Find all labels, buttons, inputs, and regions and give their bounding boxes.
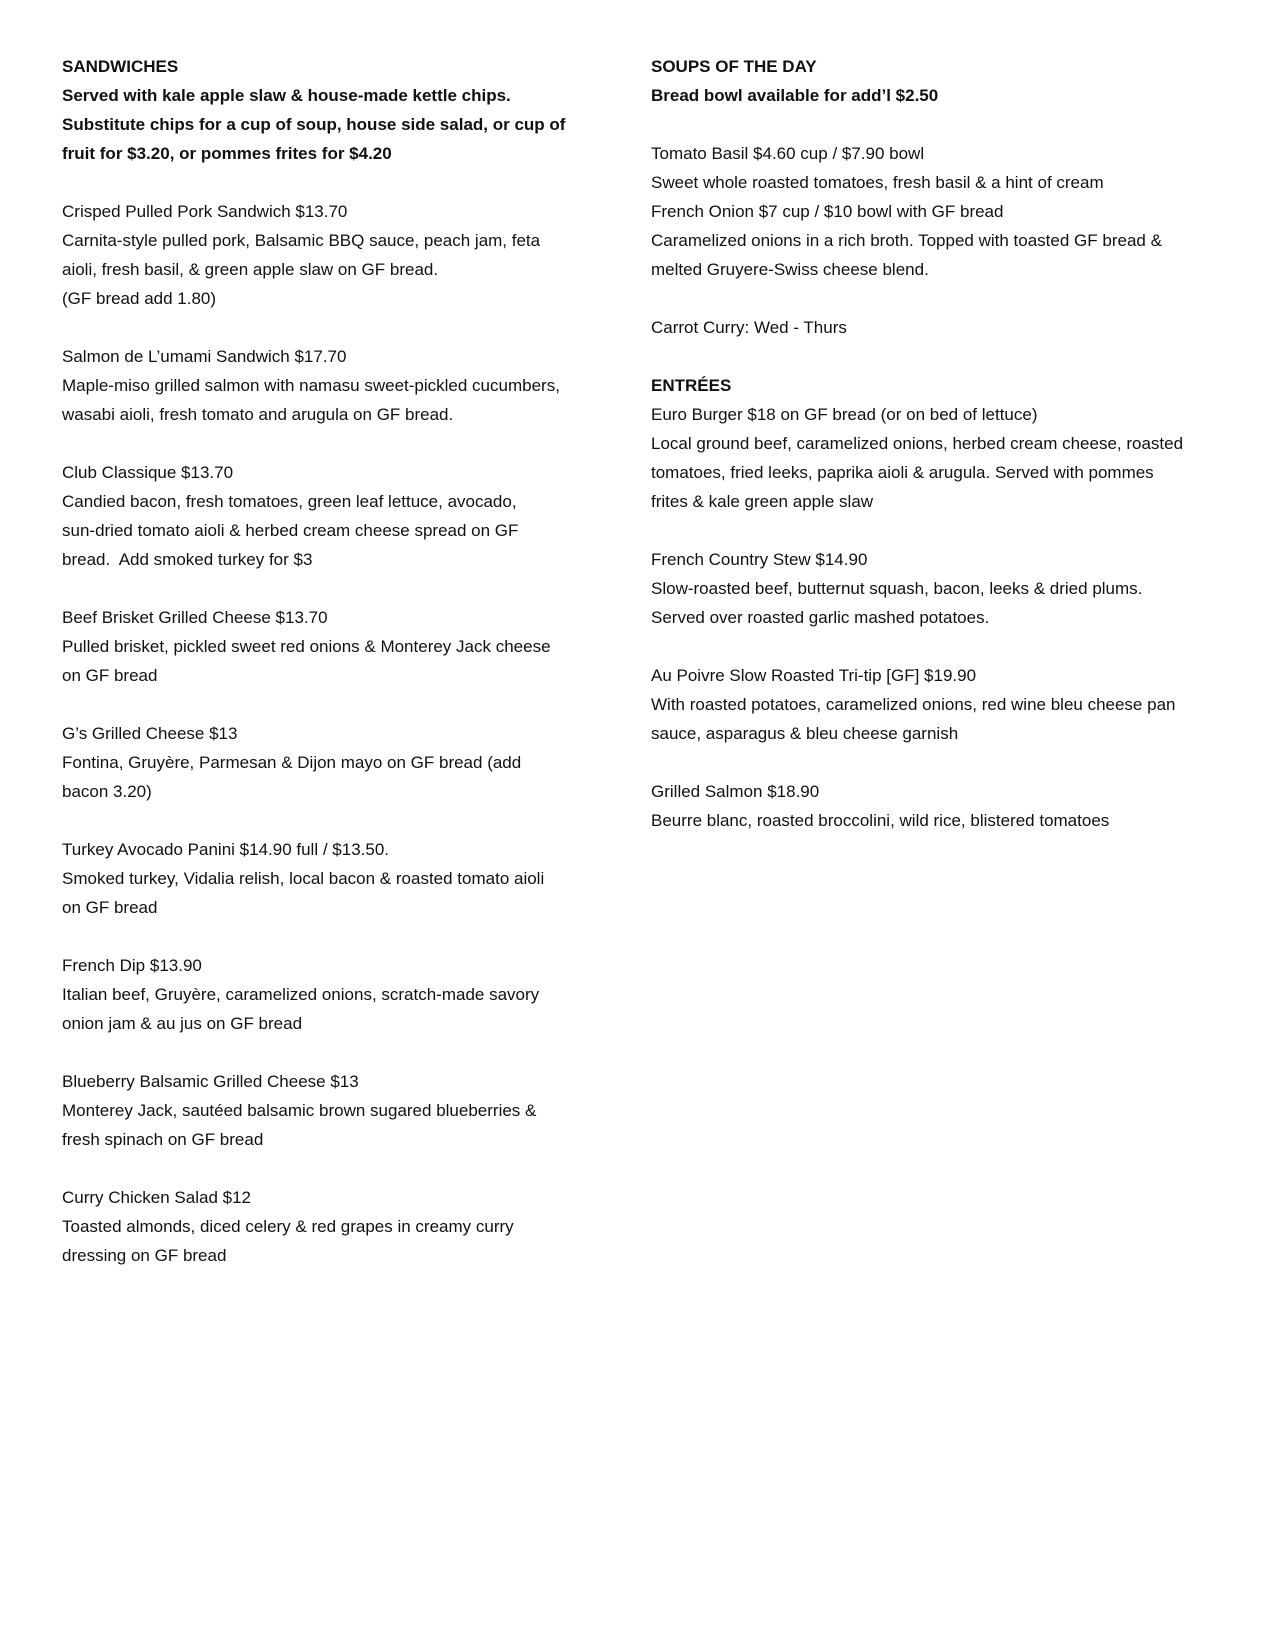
menu-item-desc: Candied bacon, fresh tomatoes, green leaf lettuce, avocado, — [62, 492, 517, 511]
menu-item-desc: Local ground beef, caramelized onions, herbed cream cheese, roasted — [651, 434, 1184, 453]
menu-item-desc: Italian beef, Gruyère, caramelized onions, scratch-made savory — [62, 985, 540, 1004]
sandwiches-intro — [62, 81, 607, 168]
menu-item-french-country-stew — [651, 545, 1226, 632]
menu-item-desc: With roasted potatoes, caramelized onions, red wine bleu cheese pan — [651, 695, 1176, 714]
menu-item-club-classique — [62, 458, 607, 574]
menu-item-desc: sun-dried tomato aioli & herbed cream cheese spread on GF — [62, 521, 519, 540]
menu-item-desc: Served over roasted garlic mashed potatoes. — [651, 608, 990, 627]
sandwiches-intro-line: fruit for $3.20, or pommes frites for $4.20 — [62, 144, 392, 163]
soups-section — [651, 52, 1226, 342]
menu-item-title: Euro Burger $18 on GF bread (or on bed of lettuce) — [651, 405, 1038, 424]
menu-item-crisped-pulled-pork — [62, 197, 607, 313]
menu-item-title: Crisped Pulled Pork Sandwich $13.70 — [62, 202, 348, 221]
menu-item-gs-grilled-cheese — [62, 719, 607, 806]
soups-heading: SOUPS OF THE DAY — [651, 57, 817, 76]
soup-line: Carrot Curry: Wed - Thurs — [651, 318, 847, 337]
menu-item-desc: Smoked turkey, Vidalia relish, local bacon & roasted tomato aioli — [62, 869, 545, 888]
soup-line: Sweet whole roasted tomatoes, fresh basil & a hint of cream — [651, 173, 1104, 192]
soup-line: Tomato Basil $4.60 cup / $7.90 bowl — [651, 144, 925, 163]
menu-item-desc: (GF bread add 1.80) — [62, 289, 217, 308]
menu-item-french-dip — [62, 951, 607, 1038]
sandwiches-heading: SANDWICHES — [62, 57, 179, 76]
menu-item-title: Grilled Salmon $18.90 — [651, 782, 820, 801]
menu-item-desc: onion jam & au jus on GF bread — [62, 1014, 303, 1033]
menu-item-title: Salmon de L’umami Sandwich $17.70 — [62, 347, 347, 366]
menu-item-desc: Fontina, Gruyère, Parmesan & Dijon mayo on GF bread (add — [62, 753, 522, 772]
menu-item-desc: sauce, asparagus & bleu cheese garnish — [651, 724, 959, 743]
sandwiches-section — [62, 52, 607, 1270]
menu-item-title: French Country Stew $14.90 — [651, 550, 868, 569]
soup-line: French Onion $7 cup / $10 bowl with GF bread — [651, 202, 1004, 221]
menu-item-grilled-salmon — [651, 777, 1226, 835]
menu-item-title: Club Classique $13.70 — [62, 463, 234, 482]
menu-item-title: Curry Chicken Salad $12 — [62, 1188, 251, 1207]
menu-item-euro-burger — [651, 400, 1226, 516]
menu-item-desc: aioli, fresh basil, & green apple slaw on GF bread. — [62, 260, 439, 279]
menu-item-title: Au Poivre Slow Roasted Tri-tip [GF] $19.90 — [651, 666, 977, 685]
menu-item-blueberry-balsamic — [62, 1067, 607, 1154]
menu-item-desc: bacon 3.20) — [62, 782, 152, 801]
menu-item-title: Blueberry Balsamic Grilled Cheese $13 — [62, 1072, 359, 1091]
menu-item-desc: on GF bread — [62, 898, 158, 917]
soup-line: Caramelized onions in a rich broth. Topped with toasted GF bread & — [651, 231, 1162, 250]
menu-item-desc: on GF bread — [62, 666, 158, 685]
soups-block-main — [651, 139, 1226, 284]
soup-line: melted Gruyere-Swiss cheese blend. — [651, 260, 929, 279]
menu-item-title: G’s Grilled Cheese $13 — [62, 724, 238, 743]
menu-item-desc: Toasted almonds, diced celery & red grapes in creamy curry — [62, 1217, 514, 1236]
menu-item-desc: Beurre blanc, roasted broccolini, wild rice, blistered tomatoes — [651, 811, 1110, 830]
menu-item-desc: Monterey Jack, sautéed balsamic brown sugared blueberries & — [62, 1101, 537, 1120]
soups-entrees-column — [651, 52, 1226, 835]
menu-item-turkey-avocado-panini — [62, 835, 607, 922]
sandwiches-intro-line: Substitute chips for a cup of soup, house side salad, or cup of — [62, 115, 566, 134]
soups-intro — [651, 81, 1226, 110]
menu-item-desc: frites & kale green apple slaw — [651, 492, 874, 511]
menu-item-desc: fresh spinach on GF bread — [62, 1130, 264, 1149]
menu-item-au-poivre-tri-tip — [651, 661, 1226, 748]
menu-item-desc: bread. Add smoked turkey for $3 — [62, 550, 313, 569]
menu-item-title: French Dip $13.90 — [62, 956, 202, 975]
soups-intro-line: Bread bowl available for add’l $2.50 — [651, 86, 939, 105]
menu-item-desc: Pulled brisket, pickled sweet red onions & Monterey Jack cheese — [62, 637, 551, 656]
menu-item-desc: wasabi aioli, fresh tomato and arugula on GF bread. — [62, 405, 454, 424]
sandwiches-intro-line: Served with kale apple slaw & house-made kettle chips. — [62, 86, 511, 105]
sandwiches-column — [62, 52, 607, 1270]
menu-item-title: Beef Brisket Grilled Cheese $13.70 — [62, 608, 328, 627]
menu-item-desc: Carnita-style pulled pork, Balsamic BBQ sauce, peach jam, feta — [62, 231, 541, 250]
menu-item-beef-brisket — [62, 603, 607, 690]
soups-block-weekly — [651, 313, 1226, 342]
menu-item-desc: Maple-miso grilled salmon with namasu sweet-pickled cucumbers, — [62, 376, 560, 395]
menu-item-desc: Slow-roasted beef, butternut squash, bacon, leeks & dried plums. — [651, 579, 1143, 598]
menu-item-salmon-umami — [62, 342, 607, 429]
menu-item-title: Turkey Avocado Panini $14.90 full / $13.50. — [62, 840, 390, 859]
menu-item-curry-chicken-salad — [62, 1183, 607, 1270]
menu-item-desc: dressing on GF bread — [62, 1246, 227, 1265]
entrees-section — [651, 371, 1226, 835]
entrees-heading: ENTRÉES — [651, 376, 732, 395]
menu-item-desc: tomatoes, fried leeks, paprika aioli & arugula. Served with pommes — [651, 463, 1154, 482]
